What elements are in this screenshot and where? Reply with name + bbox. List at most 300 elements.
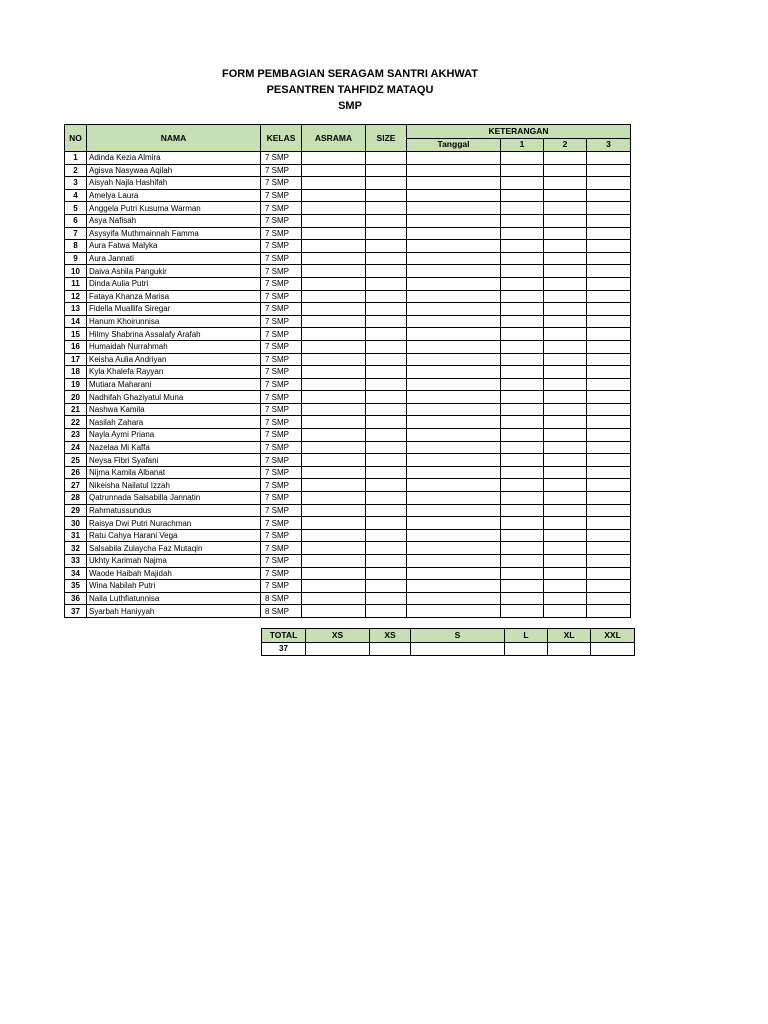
row-asrama[interactable] (302, 252, 366, 265)
row-kelas: 7 SMP (261, 567, 302, 580)
row-tanggal[interactable] (407, 592, 501, 605)
row-k3[interactable] (587, 466, 631, 479)
row-size[interactable] (366, 466, 407, 479)
row-size[interactable] (366, 529, 407, 542)
row-tanggal[interactable] (407, 152, 501, 165)
summary-total-value: 37 (262, 642, 306, 656)
row-size[interactable] (366, 517, 407, 530)
row-asrama[interactable] (302, 529, 366, 542)
row-size[interactable] (366, 277, 407, 290)
row-no: 18 (65, 366, 87, 379)
row-asrama[interactable] (302, 328, 366, 341)
summary-header-xs: XS (306, 629, 370, 643)
row-no: 6 (65, 214, 87, 227)
row-k1[interactable] (501, 441, 544, 454)
row-size[interactable] (366, 315, 407, 328)
row-k1[interactable] (501, 290, 544, 303)
size-summary-table (261, 628, 635, 656)
row-k3[interactable] (587, 227, 631, 240)
row-k2[interactable] (544, 265, 587, 278)
row-k2[interactable] (544, 328, 587, 341)
row-tanggal[interactable] (407, 454, 501, 467)
row-asrama[interactable] (302, 378, 366, 391)
row-k3[interactable] (587, 164, 631, 177)
row-k2[interactable] (544, 529, 587, 542)
row-no: 23 (65, 429, 87, 442)
row-nama: Hanum Khoirunnisa (87, 315, 261, 328)
row-k2[interactable] (544, 429, 587, 442)
row-k3[interactable] (587, 315, 631, 328)
row-tanggal[interactable] (407, 542, 501, 555)
row-asrama[interactable] (302, 240, 366, 253)
table-row (65, 240, 631, 253)
row-k1[interactable] (501, 214, 544, 227)
row-k1[interactable] (501, 164, 544, 177)
row-asrama[interactable] (302, 517, 366, 530)
row-asrama[interactable] (302, 605, 366, 618)
row-k3[interactable] (587, 529, 631, 542)
row-no: 27 (65, 479, 87, 492)
row-size[interactable] (366, 353, 407, 366)
row-asrama[interactable] (302, 189, 366, 202)
row-tanggal[interactable] (407, 189, 501, 202)
row-k2[interactable] (544, 164, 587, 177)
row-size[interactable] (366, 152, 407, 165)
row-k3[interactable] (587, 378, 631, 391)
row-k2[interactable] (544, 177, 587, 190)
row-k1[interactable] (501, 252, 544, 265)
row-k3[interactable] (587, 454, 631, 467)
row-tanggal[interactable] (407, 315, 501, 328)
row-tanggal[interactable] (407, 214, 501, 227)
table-row (65, 328, 631, 341)
row-asrama[interactable] (302, 227, 366, 240)
row-kelas: 7 SMP (261, 479, 302, 492)
row-k3[interactable] (587, 403, 631, 416)
row-size[interactable] (366, 290, 407, 303)
row-size[interactable] (366, 479, 407, 492)
row-size[interactable] (366, 580, 407, 593)
header-kelas: KELAS (261, 125, 302, 152)
row-k2[interactable] (544, 152, 587, 165)
row-k2[interactable] (544, 277, 587, 290)
row-k2[interactable] (544, 555, 587, 568)
row-size[interactable] (366, 227, 407, 240)
row-k3[interactable] (587, 492, 631, 505)
row-asrama[interactable] (302, 504, 366, 517)
header-asrama: ASRAMA (302, 125, 366, 152)
row-k1[interactable] (501, 177, 544, 190)
summary-l-value[interactable] (505, 642, 548, 656)
row-tanggal[interactable] (407, 227, 501, 240)
row-k1[interactable] (501, 542, 544, 555)
row-k1[interactable] (501, 340, 544, 353)
row-size[interactable] (366, 492, 407, 505)
row-k1[interactable] (501, 416, 544, 429)
row-size[interactable] (366, 542, 407, 555)
row-kelas: 7 SMP (261, 366, 302, 379)
row-tanggal[interactable] (407, 529, 501, 542)
row-tanggal[interactable] (407, 240, 501, 253)
row-size[interactable] (366, 429, 407, 442)
row-asrama[interactable] (302, 580, 366, 593)
row-no: 4 (65, 189, 87, 202)
row-k2[interactable] (544, 303, 587, 316)
row-no: 10 (65, 265, 87, 278)
table-row (65, 529, 631, 542)
row-kelas: 7 SMP (261, 542, 302, 555)
row-k2[interactable] (544, 504, 587, 517)
row-asrama[interactable] (302, 492, 366, 505)
row-k2[interactable] (544, 214, 587, 227)
row-nama: Asya Nafisah (87, 214, 261, 227)
table-row (65, 429, 631, 442)
row-asrama[interactable] (302, 353, 366, 366)
row-tanggal[interactable] (407, 202, 501, 215)
table-row (65, 441, 631, 454)
row-asrama[interactable] (302, 479, 366, 492)
row-tanggal[interactable] (407, 391, 501, 404)
summary-xl-value[interactable] (548, 642, 591, 656)
row-size[interactable] (366, 328, 407, 341)
row-k3[interactable] (587, 202, 631, 215)
row-tanggal[interactable] (407, 366, 501, 379)
row-asrama[interactable] (302, 340, 366, 353)
row-k3[interactable] (587, 580, 631, 593)
row-k2[interactable] (544, 416, 587, 429)
row-k3[interactable] (587, 391, 631, 404)
row-k1[interactable] (501, 353, 544, 366)
row-nama: Rahmatussundus (87, 504, 261, 517)
row-tanggal[interactable] (407, 567, 501, 580)
row-asrama[interactable] (302, 592, 366, 605)
row-k1[interactable] (501, 227, 544, 240)
row-k1[interactable] (501, 152, 544, 165)
row-asrama[interactable] (302, 202, 366, 215)
row-kelas: 7 SMP (261, 290, 302, 303)
row-k1[interactable] (501, 479, 544, 492)
row-k2[interactable] (544, 252, 587, 265)
summary-header-xl: XL (548, 629, 591, 643)
table-row (65, 492, 631, 505)
row-k1[interactable] (501, 265, 544, 278)
row-k1[interactable] (501, 240, 544, 253)
row-tanggal[interactable] (407, 265, 501, 278)
header-k1: 1 (501, 138, 544, 152)
row-k3[interactable] (587, 366, 631, 379)
row-size[interactable] (366, 265, 407, 278)
table-row (65, 340, 631, 353)
row-asrama[interactable] (302, 152, 366, 165)
row-k3[interactable] (587, 555, 631, 568)
row-asrama[interactable] (302, 391, 366, 404)
row-size[interactable] (366, 340, 407, 353)
row-k3[interactable] (587, 542, 631, 555)
row-k1[interactable] (501, 504, 544, 517)
table-row (65, 315, 631, 328)
row-k2[interactable] (544, 340, 587, 353)
table-row (65, 391, 631, 404)
table-row (65, 277, 631, 290)
row-k3[interactable] (587, 214, 631, 227)
row-k1[interactable] (501, 517, 544, 530)
table-row (65, 214, 631, 227)
table-row (65, 555, 631, 568)
header-k2: 2 (544, 138, 587, 152)
row-tanggal[interactable] (407, 504, 501, 517)
row-k2[interactable] (544, 479, 587, 492)
header-tanggal: Tanggal (407, 138, 501, 152)
row-k1[interactable] (501, 328, 544, 341)
row-asrama[interactable] (302, 366, 366, 379)
row-tanggal[interactable] (407, 429, 501, 442)
row-k3[interactable] (587, 177, 631, 190)
row-k2[interactable] (544, 542, 587, 555)
row-asrama[interactable] (302, 416, 366, 429)
row-size[interactable] (366, 189, 407, 202)
row-size[interactable] (366, 454, 407, 467)
header-k3: 3 (587, 138, 631, 152)
row-no: 22 (65, 416, 87, 429)
row-kelas: 7 SMP (261, 315, 302, 328)
row-tanggal[interactable] (407, 328, 501, 341)
row-k2[interactable] (544, 290, 587, 303)
row-asrama[interactable] (302, 454, 366, 467)
row-nama: Fataya Khanza Marisa (87, 290, 261, 303)
row-k1[interactable] (501, 315, 544, 328)
row-size[interactable] (366, 441, 407, 454)
row-size[interactable] (366, 567, 407, 580)
row-k2[interactable] (544, 202, 587, 215)
row-kelas: 8 SMP (261, 605, 302, 618)
row-tanggal[interactable] (407, 340, 501, 353)
row-nama: Dinda Aulia Putri (87, 277, 261, 290)
row-tanggal[interactable] (407, 580, 501, 593)
summary-xs-value[interactable] (306, 642, 370, 656)
row-asrama[interactable] (302, 290, 366, 303)
row-asrama[interactable] (302, 177, 366, 190)
row-k2[interactable] (544, 353, 587, 366)
row-k2[interactable] (544, 454, 587, 467)
row-asrama[interactable] (302, 403, 366, 416)
row-size[interactable] (366, 403, 407, 416)
row-nama: Keisha Aulia Andriyan (87, 353, 261, 366)
row-no: 32 (65, 542, 87, 555)
row-no: 8 (65, 240, 87, 253)
row-k1[interactable] (501, 466, 544, 479)
row-k3[interactable] (587, 252, 631, 265)
row-k3[interactable] (587, 429, 631, 442)
row-k2[interactable] (544, 567, 587, 580)
row-k3[interactable] (587, 328, 631, 341)
row-tanggal[interactable] (407, 252, 501, 265)
row-tanggal[interactable] (407, 378, 501, 391)
row-size[interactable] (366, 592, 407, 605)
row-k1[interactable] (501, 567, 544, 580)
row-k3[interactable] (587, 152, 631, 165)
row-k2[interactable] (544, 189, 587, 202)
row-k1[interactable] (501, 429, 544, 442)
row-k3[interactable] (587, 290, 631, 303)
row-size[interactable] (366, 605, 407, 618)
row-k2[interactable] (544, 441, 587, 454)
row-k3[interactable] (587, 517, 631, 530)
row-size[interactable] (366, 240, 407, 253)
row-k2[interactable] (544, 517, 587, 530)
row-k1[interactable] (501, 580, 544, 593)
row-size[interactable] (366, 416, 407, 429)
row-k3[interactable] (587, 189, 631, 202)
row-asrama[interactable] (302, 567, 366, 580)
row-asrama[interactable] (302, 542, 366, 555)
row-k1[interactable] (501, 555, 544, 568)
row-no: 1 (65, 152, 87, 165)
row-k2[interactable] (544, 580, 587, 593)
row-tanggal[interactable] (407, 277, 501, 290)
row-tanggal[interactable] (407, 303, 501, 316)
row-kelas: 7 SMP (261, 164, 302, 177)
row-tanggal[interactable] (407, 403, 501, 416)
row-asrama[interactable] (302, 466, 366, 479)
row-kelas: 7 SMP (261, 378, 302, 391)
row-kelas: 7 SMP (261, 492, 302, 505)
row-k3[interactable] (587, 605, 631, 618)
row-size[interactable] (366, 252, 407, 265)
row-k1[interactable] (501, 189, 544, 202)
table-row (65, 177, 631, 190)
row-k3[interactable] (587, 340, 631, 353)
row-k2[interactable] (544, 315, 587, 328)
row-asrama[interactable] (302, 441, 366, 454)
row-asrama[interactable] (302, 303, 366, 316)
row-k1[interactable] (501, 529, 544, 542)
row-tanggal[interactable] (407, 555, 501, 568)
row-k2[interactable] (544, 403, 587, 416)
row-size[interactable] (366, 214, 407, 227)
summary-header-s: S (411, 629, 505, 643)
row-tanggal[interactable] (407, 290, 501, 303)
row-tanggal[interactable] (407, 492, 501, 505)
row-asrama[interactable] (302, 214, 366, 227)
header-size: SIZE (366, 125, 407, 152)
row-tanggal[interactable] (407, 517, 501, 530)
row-size[interactable] (366, 202, 407, 215)
row-k1[interactable] (501, 592, 544, 605)
row-k3[interactable] (587, 592, 631, 605)
row-k1[interactable] (501, 277, 544, 290)
row-k2[interactable] (544, 466, 587, 479)
row-k3[interactable] (587, 277, 631, 290)
table-row (65, 366, 631, 379)
row-k3[interactable] (587, 265, 631, 278)
row-k3[interactable] (587, 479, 631, 492)
row-k2[interactable] (544, 240, 587, 253)
row-k1[interactable] (501, 378, 544, 391)
row-asrama[interactable] (302, 555, 366, 568)
row-asrama[interactable] (302, 277, 366, 290)
row-kelas: 7 SMP (261, 416, 302, 429)
row-k1[interactable] (501, 366, 544, 379)
row-no: 9 (65, 252, 87, 265)
row-k1[interactable] (501, 202, 544, 215)
row-k2[interactable] (544, 592, 587, 605)
row-no: 24 (65, 441, 87, 454)
row-tanggal[interactable] (407, 353, 501, 366)
row-k3[interactable] (587, 240, 631, 253)
row-tanggal[interactable] (407, 177, 501, 190)
distribution-table (64, 124, 631, 618)
row-size[interactable] (366, 378, 407, 391)
row-asrama[interactable] (302, 265, 366, 278)
row-k1[interactable] (501, 605, 544, 618)
row-tanggal[interactable] (407, 605, 501, 618)
row-k1[interactable] (501, 391, 544, 404)
row-tanggal[interactable] (407, 164, 501, 177)
row-k3[interactable] (587, 441, 631, 454)
row-size[interactable] (366, 391, 407, 404)
row-size[interactable] (366, 164, 407, 177)
row-k1[interactable] (501, 303, 544, 316)
row-kelas: 7 SMP (261, 189, 302, 202)
row-nama: Amelya Laura (87, 189, 261, 202)
summary-xs-2-value[interactable] (370, 642, 411, 656)
row-k3[interactable] (587, 416, 631, 429)
row-kelas: 7 SMP (261, 152, 302, 165)
row-k2[interactable] (544, 227, 587, 240)
row-tanggal[interactable] (407, 416, 501, 429)
row-k2[interactable] (544, 366, 587, 379)
row-asrama[interactable] (302, 315, 366, 328)
summary-s-value[interactable] (411, 642, 505, 656)
row-no: 16 (65, 340, 87, 353)
row-asrama[interactable] (302, 429, 366, 442)
row-k2[interactable] (544, 492, 587, 505)
row-no: 25 (65, 454, 87, 467)
row-no: 33 (65, 555, 87, 568)
row-tanggal[interactable] (407, 479, 501, 492)
row-k3[interactable] (587, 504, 631, 517)
row-size[interactable] (366, 366, 407, 379)
row-nama: Nazelaa Mi Kaffa (87, 441, 261, 454)
row-asrama[interactable] (302, 164, 366, 177)
row-k3[interactable] (587, 353, 631, 366)
row-nama: Nasilah Zahara (87, 416, 261, 429)
row-tanggal[interactable] (407, 441, 501, 454)
summary-xxl-value[interactable] (591, 642, 635, 656)
row-k1[interactable] (501, 403, 544, 416)
table-row (65, 303, 631, 316)
row-k1[interactable] (501, 492, 544, 505)
row-size[interactable] (366, 555, 407, 568)
row-k2[interactable] (544, 378, 587, 391)
row-size[interactable] (366, 303, 407, 316)
table-row (65, 227, 631, 240)
row-k3[interactable] (587, 303, 631, 316)
row-size[interactable] (366, 177, 407, 190)
row-k2[interactable] (544, 605, 587, 618)
row-no: 19 (65, 378, 87, 391)
row-size[interactable] (366, 504, 407, 517)
row-k2[interactable] (544, 391, 587, 404)
row-no: 31 (65, 529, 87, 542)
row-tanggal[interactable] (407, 466, 501, 479)
row-no: 15 (65, 328, 87, 341)
row-k1[interactable] (501, 454, 544, 467)
row-kelas: 7 SMP (261, 529, 302, 542)
row-nama: Salsabila Zulaycha Faz Mutaqin (87, 542, 261, 555)
row-k3[interactable] (587, 567, 631, 580)
row-kelas: 7 SMP (261, 429, 302, 442)
